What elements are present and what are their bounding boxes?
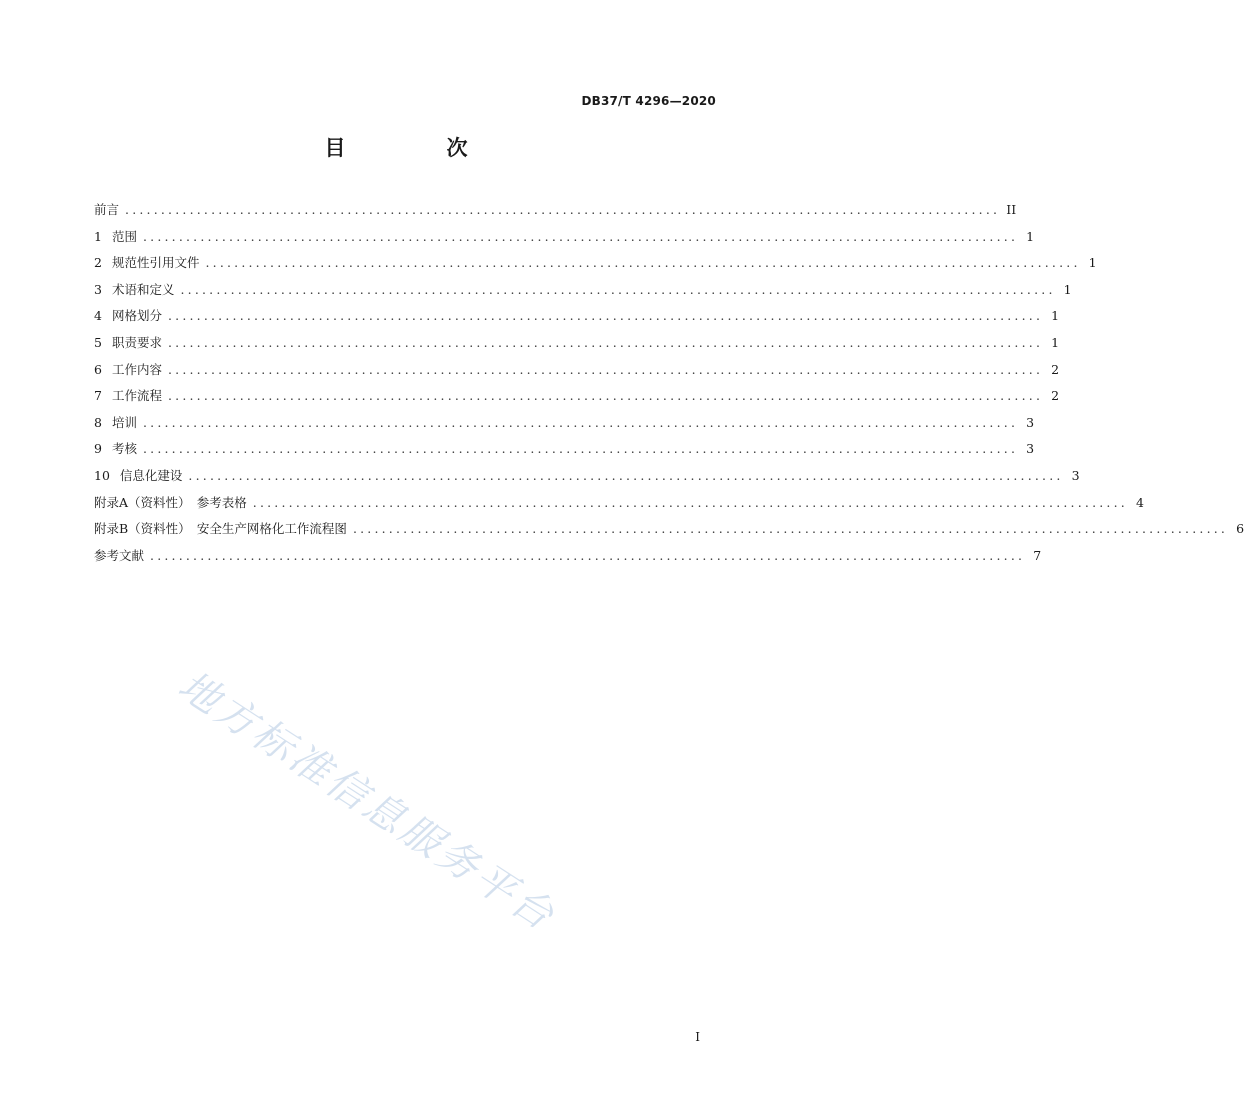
toc-entry-label: 培训 — [111, 414, 137, 430]
toc-entry-label: 考核 — [111, 441, 137, 457]
toc-leader-dots: .......................................................................................................................... — [188, 467, 1064, 483]
toc-entry-label: 职责要求 — [111, 334, 162, 350]
toc-entry-label: 术语和定义 — [111, 281, 175, 297]
toc-leader-dots: .......................................................................................................................... — [167, 388, 1044, 404]
toc-entry-page: 1 — [1051, 334, 1060, 350]
toc-leader-dots: .......................................................................................................................... — [167, 361, 1044, 377]
toc-entry-label: 信息化建设 — [119, 467, 183, 483]
toc-leader-dots: .......................................................................................................................... — [352, 521, 1229, 537]
toc-entry-9[interactable] — [94, 439, 1035, 466]
toc-entry-page: 1 — [1088, 255, 1097, 271]
toc-entry-6[interactable] — [94, 360, 1060, 387]
toc-entry-3[interactable] — [94, 280, 1072, 307]
toc-entry-page: 2 — [1051, 388, 1060, 404]
toc-entry-appendix-a[interactable] — [94, 493, 1144, 520]
toc-entry-foreword[interactable] — [94, 200, 1017, 227]
toc-entry-number: 2 — [94, 255, 102, 271]
page-number: I — [695, 1030, 700, 1044]
toc-entry-label: 工作流程 — [111, 388, 162, 404]
toc-entry-number: 1 — [94, 228, 102, 244]
toc-entry-label: 前言 — [94, 202, 120, 217]
toc-leader-dots: .......................................................................................................................... — [205, 255, 1081, 271]
toc-entry-number: 8 — [94, 414, 102, 430]
toc-leader-dots: .......................................................................................................................... — [150, 547, 1026, 563]
toc-entry-number: 6 — [94, 361, 102, 377]
toc-entry-page: 3 — [1071, 467, 1080, 483]
toc-entry-7[interactable] — [94, 386, 1060, 413]
toc-entry-number: 4 — [94, 308, 102, 324]
toc-entry-page: 3 — [1026, 441, 1035, 457]
toc-entry-page: II — [1006, 202, 1017, 217]
toc-leader-dots: .......................................................................................................................... — [142, 228, 1019, 244]
toc-entry-page: 3 — [1026, 414, 1035, 430]
table-of-contents — [94, 200, 1244, 572]
document-code: DB37/T 4296—2020 — [581, 94, 716, 108]
toc-leader-dots: .......................................................................................................................... — [142, 441, 1019, 457]
toc-entry-label: 网格划分 — [111, 308, 162, 324]
toc-entry-number: 5 — [94, 334, 102, 350]
toc-leader-dots: .......................................................................................................................... — [252, 494, 1128, 510]
toc-entry-8[interactable] — [94, 413, 1035, 440]
toc-entry-label: 规范性引用文件 — [111, 255, 200, 271]
toc-entry-label: 附录B（资料性） 安全生产网格化工作流程图 — [94, 521, 347, 537]
toc-leader-dots: .......................................................................................................................... — [167, 308, 1044, 324]
toc-entry-label: 参考文献 — [94, 547, 145, 563]
toc-entry-page: 1 — [1063, 281, 1072, 297]
toc-entry-label: 工作内容 — [111, 361, 162, 377]
toc-entry-page: 4 — [1135, 494, 1144, 510]
toc-entry-10[interactable] — [94, 466, 1080, 493]
page-title: 目 次 — [324, 136, 508, 160]
toc-leader-dots: .......................................................................................................................... — [125, 202, 1001, 217]
toc-entry-5[interactable] — [94, 333, 1060, 360]
toc-leader-dots: .......................................................................................................................... — [167, 334, 1044, 350]
toc-entry-number: 7 — [94, 388, 102, 404]
toc-entry-references[interactable] — [94, 546, 1042, 573]
toc-entry-page: 1 — [1026, 228, 1035, 244]
toc-entry-appendix-b[interactable] — [94, 519, 1244, 546]
toc-entry-label: 附录A（资料性） 参考表格 — [94, 494, 247, 510]
toc-leader-dots: .......................................................................................................................... — [142, 414, 1019, 430]
toc-entry-2[interactable] — [94, 253, 1097, 280]
toc-entry-page: 2 — [1051, 361, 1060, 377]
toc-entry-label: 范围 — [111, 228, 137, 244]
toc-entry-4[interactable] — [94, 306, 1060, 333]
toc-entry-page: 6 — [1236, 521, 1244, 537]
toc-leader-dots: .......................................................................................................................... — [180, 281, 1056, 297]
toc-entry-page: 1 — [1051, 308, 1060, 324]
toc-entry-number: 3 — [94, 281, 102, 297]
watermark: 地方标准信息服务平台 — [170, 662, 565, 941]
toc-entry-1[interactable] — [94, 227, 1035, 254]
toc-entry-page: 7 — [1033, 547, 1042, 563]
toc-entry-number: 9 — [94, 441, 102, 457]
toc-entry-number: 10 — [94, 467, 110, 483]
